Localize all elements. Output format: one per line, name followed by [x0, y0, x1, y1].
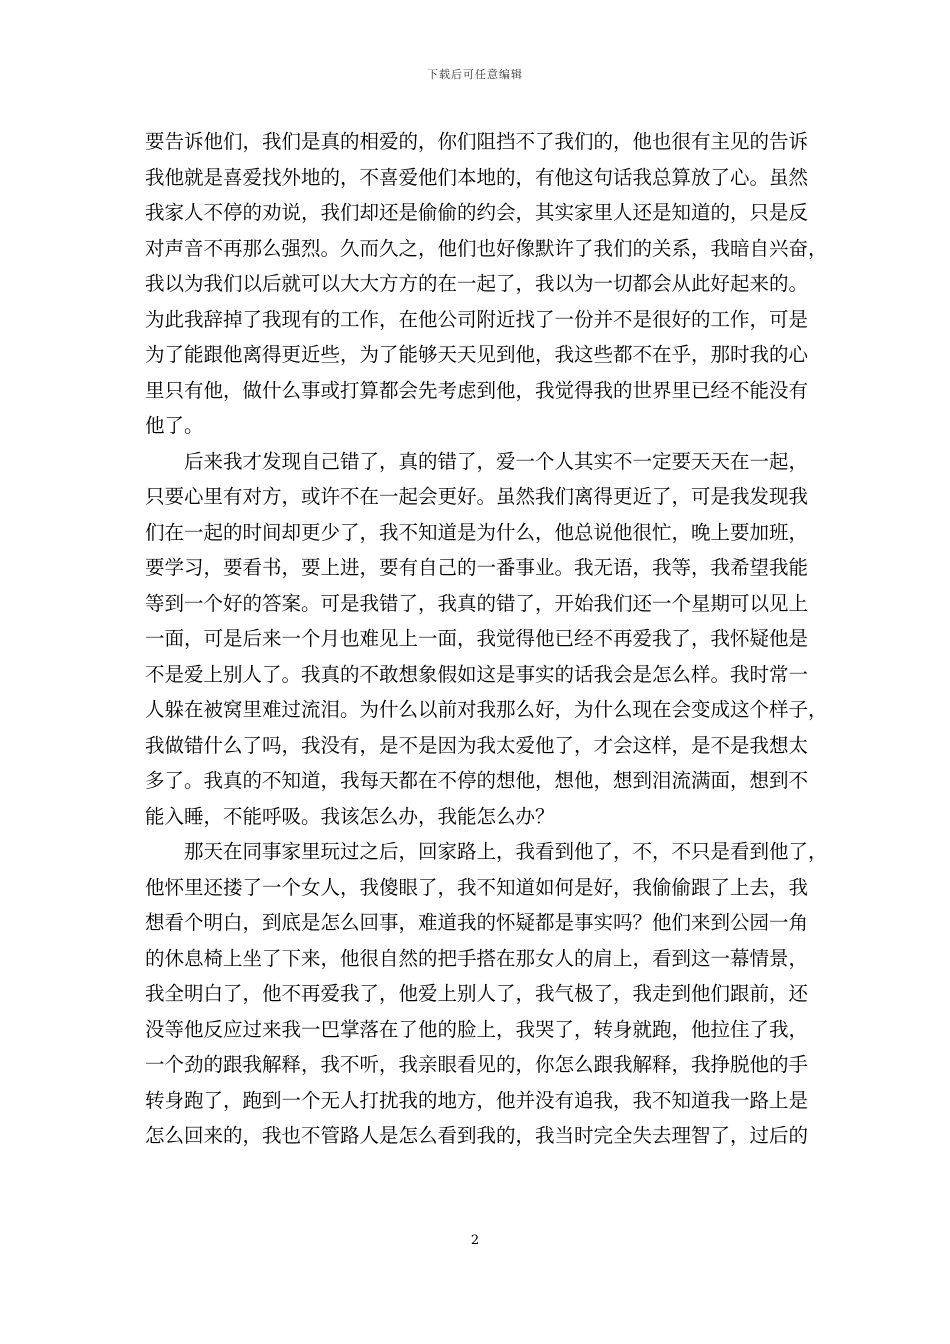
page-header: 下载后可任意编辑: [427, 68, 523, 81]
paragraph-first-line: 那天在同事家里玩过之后，回家路上，我看到他了，不，不只是看到他了，: [184, 840, 828, 863]
text-line: 我他就是喜爱找外地的，不喜爱他们本地的，有他这句话我总算放了心。虽然: [145, 165, 809, 189]
text-line: 能入睡，不能呼吸。我该怎么办，我能怎么办？: [145, 804, 555, 828]
paragraph-first-line: 后来我才发现自己错了，真的错了，爱一个人其实不一定要天天在一起，: [184, 449, 809, 473]
text-line: 为此我辞掉了我现有的工作，在他公司附近找了一份并不是很好的工作，可是: [145, 307, 809, 331]
page-number: 2: [470, 1233, 480, 1248]
text-line: 没等他反应过来我一巴掌落在了他的脸上，我哭了，转身就跑，他拉住了我，: [145, 1017, 809, 1041]
text-line: 转身跑了，跑到一个无人打扰我的地方，他并没有追我，我不知道我一路上是: [145, 1088, 809, 1112]
text-line: 我家人不停的劝说，我们却还是偷偷的约会，其实家里人还是知道的，只是反: [145, 201, 809, 224]
text-line: 不是爱上别人了。我真的不敢想象假如这是事实的话我会是怎么样。我时常一: [145, 662, 809, 686]
text-line: 要告诉他们，我们是真的相爱的，你们阻挡不了我们的，他也很有主见的告诉: [145, 130, 809, 153]
text-line: 我做错什么了吗，我没有，是不是因为我太爱他了，才会这样，是不是我想太: [145, 733, 809, 757]
text-line: 等到一个好的答案。可是我错了，我真的错了，开始我们还一个星期可以见上: [145, 591, 809, 615]
text-line: 一面，可是后来一个月也难见上一面，我觉得他已经不再爱我了，我怀疑他是: [145, 627, 809, 650]
text-line: 怎么回来的，我也不管路人是怎么看到我的，我当时完全失去理智了，过后的: [145, 1124, 809, 1147]
text-line: 人躲在被窝里难过流泪。为什么以前对我那么好，为什么现在会变成这个样子，: [145, 698, 828, 721]
text-line: 里只有他，做什么事或打算都会先考虑到他，我觉得我的世界里已经不能没有: [145, 378, 809, 402]
text-line: 的休息椅上坐了下来，他很自然的把手搭在那女人的肩上，看到这一幕情景，: [145, 946, 809, 970]
text-line: 为了能跟他离得更近些，为了能够天天见到他，我这些都不在乎，那时我的心: [145, 343, 809, 366]
text-line: 想看个明白，到底是怎么回事，难道我的怀疑都是事实吗？他们来到公园一角: [145, 911, 809, 934]
body-text: [145, 124, 828, 1154]
text-line: 多了。我真的不知道，我每天都在不停的想他，想他，想到泪流满面，想到不: [145, 769, 809, 792]
text-line: 要学习，要看书，要上进，要有自己的一番事业。我无语，我等，我希望我能: [145, 556, 809, 579]
text-line: 他怀里还搂了一个女人，我傻眼了，我不知道如何是好，我偷偷跟了上去，我: [145, 875, 809, 899]
text-line: 只要心里有对方，或许不在一起会更好。虽然我们离得更近了，可是我发现我: [145, 485, 809, 508]
text-line: 一个劲的跟我解释，我不听，我亲眼看见的，你怎么跟我解释，我挣脱他的手: [145, 1053, 809, 1076]
text-line: 他了。: [145, 414, 204, 437]
text-line: 们在一起的时间却更少了，我不知道是为什么，他总说他很忙，晚上要加班，: [145, 520, 809, 544]
text-line: 对声音不再那么强烈。久而久之，他们也好像默许了我们的关系，我暗自兴奋，: [145, 236, 828, 260]
text-line: 我全明白了，他不再爱我了，他爱上别人了，我气极了，我走到他们跟前，还: [145, 982, 809, 1005]
text-line: 我以为我们以后就可以大大方方的在一起了，我以为一切都会从此好起来的。: [145, 272, 809, 295]
